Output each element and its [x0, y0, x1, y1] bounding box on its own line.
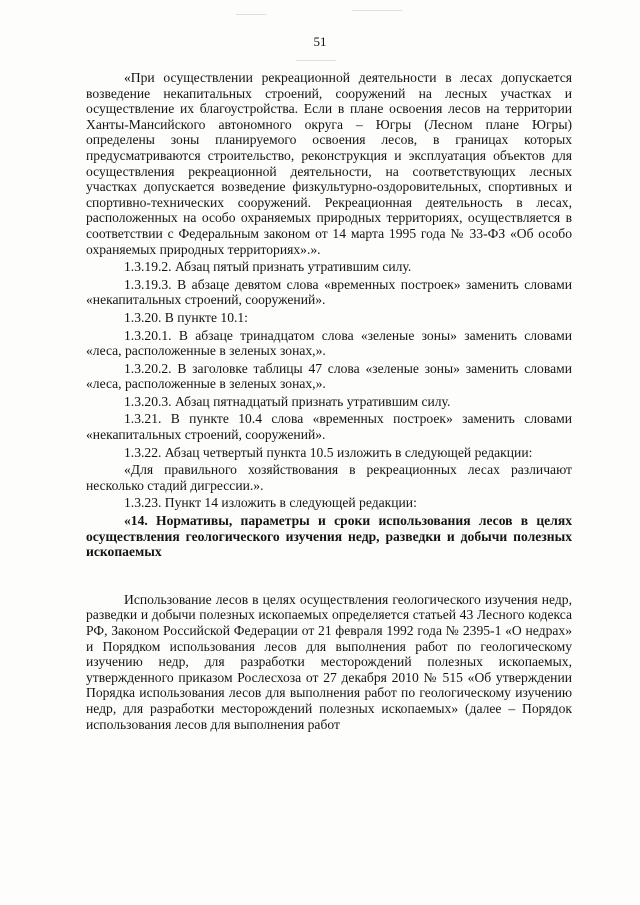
paragraph: «При осуществлении рекреационной деятельности в лесах допускается возведение некапитальных строений, сооружений на лесных участках и осуществление их благоустройства. Если в плане освоения лесов на территории Ханты-Мансийского автономного округа – Югры (Лесном плане Югры) определены зоны планируемого освоения лесов, в границах которых предусматриваются строительство, реконструкция и эксплуатация объектов для осуществления рекреационной деятельности, на соответствующих лесных участках допускается возведение физкультурно-оздоровительных, спортивных и спортивно-технических сооружений. Рекреационная деятельность в лесах, расположенных на особо охраняемых природных территориях, осуществляется в соответствии с Федеральным законом от 14 марта 1995 года № 33-ФЗ «Об особо охраняемых природных территориях».».	[86, 70, 572, 257]
paragraph: 1.3.23. Пункт 14 изложить в следующей редакции:	[124, 495, 417, 511]
spacer	[86, 562, 572, 592]
section-heading: «14. Нормативы, параметры и сроки использования лесов в целях осуществления геологического изучения недр, разведки и добычи полезных ископаемых	[86, 513, 572, 560]
paragraph: 1.3.19.3. В абзаце девятом слова «временных построек» заменить словами «некапитальных строений, сооружений».	[86, 276, 572, 308]
paragraph: 1.3.21. В пункте 10.4 слова «временных построек» заменить словами «некапитальных строений, сооружений».	[86, 411, 572, 443]
paragraph: 1.3.22. Абзац четвертый пункта 10.5 изложить в следующей редакции:	[124, 444, 533, 460]
paragraph: Использование лесов в целях осуществления геологического изучения недр, разведки и добычи полезных ископаемых определяется статьей 43 Лесного кодекса РФ, Законом Российской Федерации от 21 февраля 1992 года № 2395-1 «О недрах» и Порядком использования лесов для выполнения работ по геологическому изучению недр, для разработки месторождений полезных ископаемых, утвержденного приказом Рослесхоза от 27 декабря 2010 № 515 «Об утверждении Порядка использования лесов для выполнения работ по геологическому изучению недр, для разработки месторождений полезных ископаемых» (далее – Порядок использования лесов для выполнения работ	[86, 591, 572, 732]
scan-speck	[352, 10, 402, 11]
page-number: 51	[313, 34, 327, 49]
paragraph: 1.3.19.2. Абзац пятый признать утратившим силу.	[124, 259, 412, 275]
paragraph: 1.3.20.3. Абзац пятнадцатый признать утратившим силу.	[124, 393, 451, 409]
scan-speck	[296, 60, 336, 61]
paragraph: «Для правильного хозяйствования в рекреационных лесах различают несколько стадий дигрессии.».	[86, 462, 572, 493]
paragraph: 1.3.20.1. В абзаце тринадцатом слова «зеленые зоны» заменить словами «леса, расположенные в зеленых зонах,».	[86, 327, 572, 359]
document-body	[86, 70, 572, 734]
paragraph: 1.3.20.2. В заголовке таблицы 47 слова «зеленые зоны» заменить словами «леса, расположенные в зеленых зонах,».	[86, 360, 572, 392]
paragraph: 1.3.20. В пункте 10.1:	[124, 309, 248, 325]
scan-speck	[236, 14, 266, 15]
